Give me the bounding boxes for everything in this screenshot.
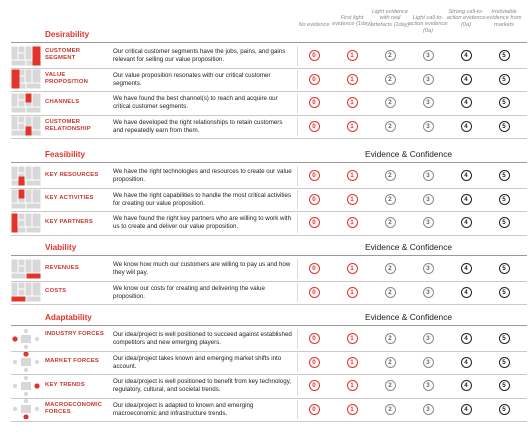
row-label: INDUSTRY FORCES bbox=[45, 331, 104, 337]
row-label: CHANNELS bbox=[45, 98, 80, 105]
column-divider bbox=[297, 400, 298, 420]
row-divider bbox=[11, 235, 527, 236]
confidence-option-0[interactable]: 0 bbox=[309, 404, 320, 415]
confidence-option-3[interactable]: 3 bbox=[423, 50, 434, 61]
confidence-option-1[interactable]: 1 bbox=[347, 97, 358, 108]
confidence-option-2[interactable]: 2 bbox=[385, 121, 396, 132]
confidence-option-3[interactable]: 3 bbox=[423, 74, 434, 85]
column-divider bbox=[297, 166, 298, 186]
column-divider bbox=[297, 353, 298, 373]
confidence-option-0[interactable]: 0 bbox=[309, 74, 320, 85]
row-description: We have found the right key partners who are willing to work with us to create and deliver our value proposition. bbox=[113, 215, 292, 230]
confidence-option-2[interactable]: 2 bbox=[385, 380, 396, 391]
confidence-option-5[interactable]: 5 bbox=[499, 97, 510, 108]
confidence-option-5[interactable]: 5 bbox=[499, 50, 510, 61]
confidence-option-2[interactable]: 2 bbox=[385, 287, 396, 298]
section-title: Feasibility bbox=[45, 150, 86, 159]
section-title: Viability bbox=[45, 243, 77, 252]
confidence-option-4[interactable]: 4 bbox=[461, 263, 472, 274]
confidence-option-4[interactable]: 4 bbox=[461, 121, 472, 132]
confidence-option-3[interactable]: 3 bbox=[423, 217, 434, 228]
column-divider bbox=[297, 329, 298, 349]
confidence-option-1[interactable]: 1 bbox=[347, 380, 358, 391]
confidence-option-2[interactable]: 2 bbox=[385, 404, 396, 415]
confidence-option-2[interactable]: 2 bbox=[385, 74, 396, 85]
row-label: CUSTOMER SEGMENT bbox=[45, 48, 81, 61]
column-header: Light evidence with real artefacts (1day) bbox=[370, 9, 410, 28]
confidence-option-4[interactable]: 4 bbox=[461, 217, 472, 228]
confidence-option-3[interactable]: 3 bbox=[423, 263, 434, 274]
assessment-row bbox=[0, 327, 531, 351]
confidence-option-2[interactable]: 2 bbox=[385, 50, 396, 61]
channels-icon bbox=[11, 93, 41, 113]
row-description: We know our costs for creating and delivering the value proposition. bbox=[113, 284, 265, 300]
row-divider bbox=[11, 138, 527, 139]
confidence-option-3[interactable]: 3 bbox=[423, 380, 434, 391]
section-divider bbox=[11, 325, 527, 326]
evidence-confidence-label: Evidence & Confidence bbox=[365, 312, 453, 322]
revenues-icon bbox=[11, 259, 41, 279]
confidence-option-4[interactable]: 4 bbox=[461, 333, 472, 344]
confidence-option-0[interactable]: 0 bbox=[309, 357, 320, 368]
confidence-option-1[interactable]: 1 bbox=[347, 194, 358, 205]
column-header: First light evidence (1day) bbox=[332, 15, 372, 28]
confidence-option-1[interactable]: 1 bbox=[347, 217, 358, 228]
confidence-option-1[interactable]: 1 bbox=[347, 333, 358, 344]
confidence-option-0[interactable]: 0 bbox=[309, 97, 320, 108]
confidence-option-5[interactable]: 5 bbox=[499, 194, 510, 205]
column-header: Irrefutable evidence from markets bbox=[486, 9, 522, 28]
confidence-option-5[interactable]: 5 bbox=[499, 404, 510, 415]
confidence-option-4[interactable]: 4 bbox=[461, 170, 472, 181]
assessment-row bbox=[0, 211, 531, 235]
confidence-option-0[interactable]: 0 bbox=[309, 287, 320, 298]
confidence-option-2[interactable]: 2 bbox=[385, 194, 396, 205]
row-label: CUSTOMER RELATIONSHIP bbox=[45, 118, 91, 132]
confidence-option-5[interactable]: 5 bbox=[499, 74, 510, 85]
confidence-option-0[interactable]: 0 bbox=[309, 333, 320, 344]
column-header: Strong call-to-action evidence (0a) bbox=[446, 9, 486, 28]
column-divider bbox=[297, 259, 298, 279]
confidence-option-3[interactable]: 3 bbox=[423, 97, 434, 108]
key-activities-icon bbox=[11, 189, 41, 209]
confidence-option-3[interactable]: 3 bbox=[423, 121, 434, 132]
assessment-row bbox=[0, 351, 531, 375]
row-description: We have developed the right relationships to retain customers and repeatedly earn from them. bbox=[113, 118, 283, 134]
confidence-option-2[interactable]: 2 bbox=[385, 357, 396, 368]
confidence-option-1[interactable]: 1 bbox=[347, 404, 358, 415]
confidence-option-0[interactable]: 0 bbox=[309, 170, 320, 181]
column-divider bbox=[297, 93, 298, 113]
column-divider bbox=[297, 213, 298, 233]
confidence-option-4[interactable]: 4 bbox=[461, 74, 472, 85]
confidence-option-4[interactable]: 4 bbox=[461, 404, 472, 415]
confidence-option-5[interactable]: 5 bbox=[499, 333, 510, 344]
row-description: We have found the best channel(s) to reach and acquire our critical customer segments. bbox=[113, 95, 278, 110]
assessment-row bbox=[0, 257, 531, 281]
column-divider bbox=[297, 70, 298, 90]
assessment-row bbox=[0, 164, 531, 188]
row-description: Our idea/project is well positioned to succeed against established competitors and new emerging players. bbox=[113, 331, 292, 346]
confidence-option-5[interactable]: 5 bbox=[499, 380, 510, 391]
confidence-option-2[interactable]: 2 bbox=[385, 217, 396, 228]
assessment-row bbox=[0, 44, 531, 68]
confidence-option-2[interactable]: 2 bbox=[385, 97, 396, 108]
section-title: Desirability bbox=[45, 30, 90, 39]
confidence-option-1[interactable]: 1 bbox=[347, 121, 358, 132]
row-divider bbox=[11, 304, 527, 305]
column-divider bbox=[297, 117, 298, 137]
column-header: Light call-to-action evidence (0a) bbox=[408, 15, 448, 34]
section-divider bbox=[11, 42, 527, 43]
section-divider bbox=[11, 162, 527, 163]
confidence-option-1[interactable]: 1 bbox=[347, 263, 358, 274]
row-label: VALUE PROPOSITION bbox=[45, 71, 89, 85]
industry-forces-icon bbox=[11, 329, 41, 349]
confidence-option-1[interactable]: 1 bbox=[347, 170, 358, 181]
evidence-confidence-label: Evidence & Confidence bbox=[365, 242, 453, 252]
assessment-row bbox=[0, 398, 531, 422]
column-divider bbox=[297, 190, 298, 210]
row-label: KEY TRENDS bbox=[45, 381, 85, 388]
row-label: MACROECONOMIC FORCES bbox=[45, 401, 103, 415]
confidence-option-4[interactable]: 4 bbox=[461, 50, 472, 61]
row-description: Our idea/project is well positioned to benefit from key technology, regulatory, cultural, and societal trends. bbox=[113, 378, 292, 393]
confidence-option-1[interactable]: 1 bbox=[347, 50, 358, 61]
confidence-option-5[interactable]: 5 bbox=[499, 170, 510, 181]
column-divider bbox=[297, 46, 298, 66]
key-partners-icon bbox=[11, 213, 41, 233]
key-trends-icon bbox=[11, 376, 41, 396]
column-divider bbox=[297, 376, 298, 396]
market-forces-icon bbox=[11, 352, 41, 372]
confidence-option-5[interactable]: 5 bbox=[499, 263, 510, 274]
confidence-option-4[interactable]: 4 bbox=[461, 380, 472, 391]
confidence-option-3[interactable]: 3 bbox=[423, 194, 434, 205]
confidence-option-4[interactable]: 4 bbox=[461, 287, 472, 298]
row-divider bbox=[11, 421, 527, 422]
row-description: Our critical customer segments have the jobs, pains, and gains relevant for selling our value proposition. bbox=[113, 48, 286, 63]
confidence-option-0[interactable]: 0 bbox=[309, 380, 320, 391]
assessment-row bbox=[0, 68, 531, 92]
confidence-option-0[interactable]: 0 bbox=[309, 217, 320, 228]
confidence-option-4[interactable]: 4 bbox=[461, 357, 472, 368]
customer-segment-icon bbox=[11, 46, 41, 66]
confidence-option-3[interactable]: 3 bbox=[423, 333, 434, 344]
row-description: We know how much our customers are willing to pay us and how they will pay. bbox=[113, 261, 291, 276]
row-description: Our idea/project is adapted to known and emerging macroeconomic and infrastructure trends. bbox=[113, 401, 254, 417]
key-resources-icon bbox=[11, 166, 41, 186]
confidence-option-3[interactable]: 3 bbox=[423, 287, 434, 298]
row-label: KEY RESOURCES bbox=[45, 171, 99, 178]
confidence-option-5[interactable]: 5 bbox=[499, 287, 510, 298]
costs-icon bbox=[11, 282, 41, 302]
row-label: REVENUES bbox=[45, 264, 80, 271]
assessment-row bbox=[0, 188, 531, 212]
row-description: Our value proposition resonates with our critical customer segments. bbox=[113, 71, 271, 87]
confidence-option-0[interactable]: 0 bbox=[309, 50, 320, 61]
column-header: No evidence bbox=[298, 22, 330, 28]
confidence-option-4[interactable]: 4 bbox=[461, 194, 472, 205]
confidence-option-5[interactable]: 5 bbox=[499, 217, 510, 228]
confidence-option-3[interactable]: 3 bbox=[423, 404, 434, 415]
macroeconomic-forces-icon bbox=[11, 399, 41, 419]
confidence-option-3[interactable]: 3 bbox=[423, 170, 434, 181]
customer-relationship-icon bbox=[11, 116, 41, 136]
assessment-row bbox=[0, 91, 531, 115]
confidence-option-2[interactable]: 2 bbox=[385, 333, 396, 344]
confidence-option-5[interactable]: 5 bbox=[499, 357, 510, 368]
row-description: We have the right capabilities to handle the most critical activities for creating our value proposition. bbox=[113, 191, 292, 207]
confidence-option-0[interactable]: 0 bbox=[309, 121, 320, 132]
confidence-option-0[interactable]: 0 bbox=[309, 263, 320, 274]
row-label: MARKET FORCES bbox=[45, 358, 99, 364]
confidence-option-1[interactable]: 1 bbox=[347, 74, 358, 85]
row-label: KEY ACTIVITIES bbox=[45, 195, 94, 201]
confidence-option-1[interactable]: 1 bbox=[347, 287, 358, 298]
confidence-option-3[interactable]: 3 bbox=[423, 357, 434, 368]
value-proposition-icon bbox=[11, 69, 41, 89]
row-label: COSTS bbox=[45, 288, 67, 294]
section-divider bbox=[11, 255, 527, 256]
assessment-row bbox=[0, 374, 531, 398]
confidence-option-4[interactable]: 4 bbox=[461, 97, 472, 108]
assessment-row bbox=[0, 115, 531, 139]
confidence-option-2[interactable]: 2 bbox=[385, 263, 396, 274]
row-description: Our idea/project takes known and emerging market shifts into account. bbox=[113, 354, 282, 370]
column-divider bbox=[297, 283, 298, 303]
confidence-option-5[interactable]: 5 bbox=[499, 121, 510, 132]
row-label: KEY PARTNERS bbox=[45, 218, 94, 225]
confidence-option-2[interactable]: 2 bbox=[385, 170, 396, 181]
row-description: We have the right technologies and resources to create our value proposition. bbox=[113, 168, 292, 183]
confidence-option-1[interactable]: 1 bbox=[347, 357, 358, 368]
assessment-row bbox=[0, 281, 531, 305]
confidence-option-0[interactable]: 0 bbox=[309, 194, 320, 205]
section-title: Adaptability bbox=[45, 313, 92, 322]
evidence-confidence-label: Evidence & Confidence bbox=[365, 149, 453, 159]
